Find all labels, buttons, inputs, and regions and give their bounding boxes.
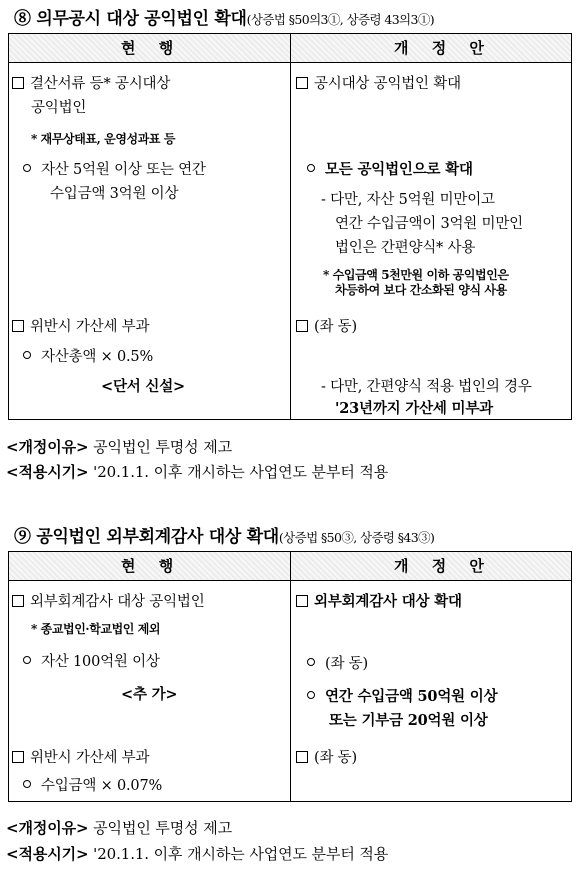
circle-bullet-icon bbox=[307, 658, 315, 666]
current-sub-1 bbox=[23, 650, 160, 671]
checkbox-square-icon bbox=[12, 751, 24, 763]
proposed-sub-1-text: (좌 동) bbox=[325, 656, 368, 672]
section-9-apply bbox=[6, 843, 388, 864]
current-item-2 bbox=[12, 315, 149, 336]
proposed-item-1 bbox=[296, 590, 462, 611]
current-note-1: * 종교법인·학교법인 제외 bbox=[31, 622, 161, 636]
proposed-item-2 bbox=[296, 315, 357, 336]
proposed-item-2 bbox=[296, 746, 357, 767]
checkbox-square-icon bbox=[296, 751, 308, 763]
current-sub-1 bbox=[23, 158, 206, 179]
circle-bullet-icon bbox=[23, 351, 31, 359]
current-item-1-line-1: 결산서류 등* 공시대상 bbox=[30, 76, 171, 92]
circle-bullet-icon bbox=[307, 691, 315, 699]
proposed-item-2-text: (좌 동) bbox=[314, 750, 357, 766]
current-note-1: * 재무상태표, 운영성과표 등 bbox=[31, 132, 176, 146]
section-9-reference: (상증법 §50③, 상증령 §43③) bbox=[278, 530, 435, 545]
header-current: 현 행 bbox=[121, 557, 183, 575]
reason-text: 공익법인 투명성 제고 bbox=[93, 819, 233, 837]
proposed-dash-1-line-1: - 다만, 자산 5억원 미만이고 bbox=[321, 192, 495, 208]
current-sub-2-text: 수입금액 × 0.07% bbox=[41, 778, 163, 794]
column-divider bbox=[290, 552, 291, 801]
checkbox-square-icon bbox=[296, 595, 308, 607]
header-proposed: 개 정 안 bbox=[394, 39, 493, 57]
section-8-heading: ⑧ 의무공시 대상 공익법인 확대 bbox=[14, 9, 247, 29]
apply-label: <적용시기> bbox=[6, 463, 89, 481]
section-9-table bbox=[8, 551, 572, 802]
proposed-item-1-text: 외부회계감사 대상 확대 bbox=[314, 593, 462, 610]
proposed-sub-1-text: 모든 공익법인으로 확대 bbox=[325, 161, 473, 178]
column-divider bbox=[290, 34, 291, 419]
section-9-reason bbox=[6, 817, 232, 838]
proposed-sub-2-line-2: 또는 기부금 20억원 이상 bbox=[329, 712, 488, 729]
proposed-dash-1-line-2: 연간 수입금액이 3억원 미만인 bbox=[335, 216, 523, 232]
proposed-sub-1 bbox=[307, 158, 473, 179]
circle-bullet-icon bbox=[307, 164, 315, 172]
proposed-sub-2 bbox=[307, 685, 497, 706]
section-8-title bbox=[14, 4, 434, 29]
current-addition: <추 가> bbox=[121, 686, 178, 703]
proposed-item-2-text: (좌 동) bbox=[314, 319, 357, 335]
section-8-reference: (상증법 §50의3①, 상증령 43의3①) bbox=[246, 12, 435, 27]
proposed-item-1-text: 공시대상 공익법인 확대 bbox=[314, 76, 461, 92]
section-8-apply bbox=[6, 461, 388, 482]
checkbox-square-icon bbox=[296, 77, 308, 89]
header-proposed: 개 정 안 bbox=[394, 557, 493, 575]
current-item-1 bbox=[12, 590, 205, 611]
section-8-reason bbox=[6, 436, 232, 457]
header-current: 현 행 bbox=[121, 39, 183, 57]
circle-bullet-icon bbox=[23, 780, 31, 788]
circle-bullet-icon bbox=[23, 656, 31, 664]
reason-label: <개정이유> bbox=[6, 819, 89, 837]
proposed-item-1 bbox=[296, 72, 461, 93]
apply-text: '20.1.1. 이후 개시하는 사업연도 분부터 적용 bbox=[93, 463, 389, 481]
proposed-sub-2-line-1: 연간 수입금액 50억원 이상 bbox=[325, 688, 498, 705]
current-sub-1-line-1: 자산 5억원 이상 또는 연간 bbox=[41, 162, 206, 178]
current-item-1 bbox=[12, 72, 170, 93]
checkbox-square-icon bbox=[12, 595, 24, 607]
checkbox-square-icon bbox=[12, 320, 24, 332]
current-sub-2-text: 자산총액 × 0.5% bbox=[41, 349, 154, 365]
current-sub-2 bbox=[23, 774, 162, 795]
apply-text: '20.1.1. 이후 개시하는 사업연도 분부터 적용 bbox=[93, 845, 389, 863]
section-8-table bbox=[8, 33, 572, 420]
current-item-2-text: 위반시 가산세 부과 bbox=[30, 319, 150, 335]
apply-label: <적용시기> bbox=[6, 845, 89, 863]
current-new-proviso: <단서 신설> bbox=[101, 378, 185, 395]
checkbox-square-icon bbox=[296, 320, 308, 332]
current-item-2 bbox=[12, 746, 149, 767]
current-item-1-line-2: 공익법인 bbox=[31, 100, 87, 116]
proposed-note-1-line-1: * 수입금액 5천만원 이하 공익법인은 bbox=[323, 268, 509, 282]
current-sub-1-line-2: 수입금액 3억원 이상 bbox=[50, 186, 179, 202]
section-9-title bbox=[14, 522, 434, 547]
current-item-1-text: 외부회계감사 대상 공익법인 bbox=[30, 594, 205, 610]
circle-bullet-icon bbox=[23, 164, 31, 172]
proposed-note-1-line-2: 차등하여 보다 간소화된 양식 사용 bbox=[335, 283, 507, 297]
proposed-sub-1 bbox=[307, 652, 368, 673]
checkbox-square-icon bbox=[12, 77, 24, 89]
current-sub-2 bbox=[23, 345, 153, 366]
proposed-dash-2-line-2: '23년까지 가산세 미부과 bbox=[335, 400, 493, 417]
reason-text: 공익법인 투명성 제고 bbox=[93, 438, 233, 456]
current-sub-1-text: 자산 100억원 이상 bbox=[41, 654, 160, 670]
current-item-2-text: 위반시 가산세 부과 bbox=[30, 750, 150, 766]
proposed-dash-1-line-3: 법인은 간편양식* 사용 bbox=[335, 240, 476, 256]
reason-label: <개정이유> bbox=[6, 438, 89, 456]
section-9-heading: ⑨ 공익법인 외부회계감사 대상 확대 bbox=[14, 527, 279, 547]
proposed-dash-2-line-1: - 다만, 간편양식 적용 법인의 경우 bbox=[321, 379, 532, 395]
